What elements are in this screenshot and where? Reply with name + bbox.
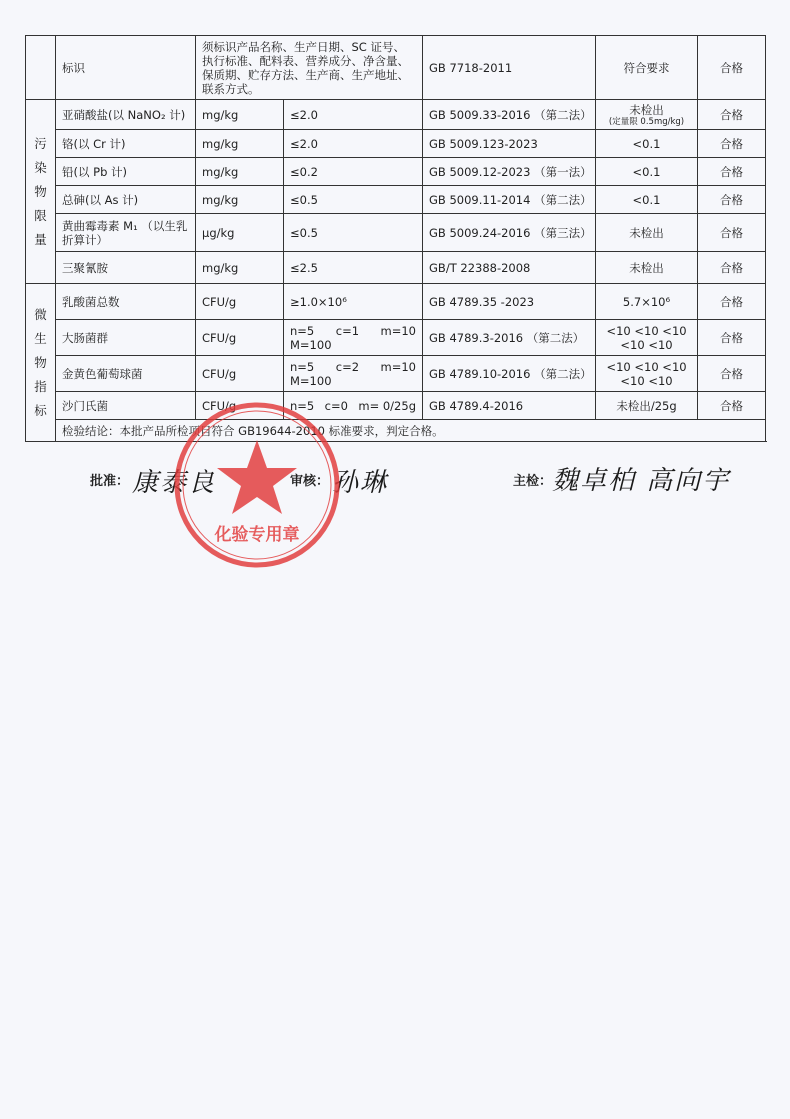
review-label: 审核： bbox=[290, 474, 330, 489]
category-char: 指 bbox=[34, 378, 47, 394]
limit: ≤2.5 bbox=[284, 252, 423, 284]
test-result: 未检出/25g bbox=[596, 392, 698, 420]
item-name: 亚硝酸盐(以 NaNO₂ 计) bbox=[56, 100, 196, 130]
verdict: 合格 bbox=[698, 392, 766, 420]
limit: ≤2.0 bbox=[284, 130, 423, 158]
limit-n: n=5 bbox=[290, 398, 315, 413]
verdict: 合格 bbox=[698, 252, 766, 284]
approve-label: 批准： bbox=[90, 474, 130, 489]
unit: CFU/g bbox=[196, 392, 284, 420]
item-name: 乳酸菌总数 bbox=[56, 284, 196, 320]
unit: μg/kg bbox=[196, 214, 284, 252]
category-char: 物 bbox=[34, 183, 47, 199]
test-result: 未检出 bbox=[596, 214, 698, 252]
item-name: 标识 bbox=[56, 36, 196, 100]
sampling-plan bbox=[290, 324, 416, 338]
item-name: 总砷(以 As 计) bbox=[56, 186, 196, 214]
table-row bbox=[26, 158, 766, 186]
test-method: GB 5009.33-2016 （第二法） bbox=[423, 100, 596, 130]
limit-n: n=5 bbox=[290, 359, 315, 374]
test-method: GB 4789.35 -2023 bbox=[423, 284, 596, 320]
unit: mg/kg bbox=[196, 130, 284, 158]
inspection-conclusion: 检验结论：本批产品所检项目符合 GB19644-2010 标准要求，判定合格。 bbox=[56, 420, 766, 442]
limit-c: c=0 bbox=[324, 398, 348, 413]
table-row bbox=[26, 420, 766, 442]
unit: CFU/g bbox=[196, 284, 284, 320]
inspection-table bbox=[25, 35, 766, 442]
test-method: GB 5009.24-2016 （第三法） bbox=[423, 214, 596, 252]
item-name: 黄曲霉毒素 M₁ （以生乳折算计） bbox=[56, 214, 196, 252]
unit: mg/kg bbox=[196, 252, 284, 284]
verdict: 合格 bbox=[698, 36, 766, 100]
verdict: 合格 bbox=[698, 356, 766, 392]
test-method: GB 5009.12-2023 （第一法） bbox=[423, 158, 596, 186]
table-row bbox=[26, 320, 766, 356]
test-result: <0.1 bbox=[596, 158, 698, 186]
approve-signature: 康泰良 bbox=[132, 468, 217, 498]
category-pollution-limit bbox=[26, 100, 56, 284]
result-value: 未检出 bbox=[629, 102, 664, 117]
seal-text: 化验专用章 bbox=[214, 525, 300, 545]
test-result bbox=[596, 356, 698, 392]
table-row bbox=[26, 392, 766, 420]
limit: ≤0.2 bbox=[284, 158, 423, 186]
inspect-signature: 魏卓柏 高向宇 bbox=[552, 466, 731, 496]
category-microbial-index bbox=[26, 284, 56, 442]
test-result bbox=[596, 320, 698, 356]
result-line: <10 <10 bbox=[620, 373, 673, 388]
unit: mg/kg bbox=[196, 100, 284, 130]
unit: mg/kg bbox=[196, 158, 284, 186]
limit: ≤2.0 bbox=[284, 100, 423, 130]
test-result: 符合要求 bbox=[596, 36, 698, 100]
result-line: <10 <10 <10 bbox=[606, 323, 687, 338]
category-cell-empty bbox=[26, 36, 56, 100]
verdict: 合格 bbox=[698, 100, 766, 130]
inspect-label: 主检： bbox=[513, 474, 553, 489]
item-name: 铬(以 Cr 计) bbox=[56, 130, 196, 158]
item-name: 金黄色葡萄球菌 bbox=[56, 356, 196, 392]
verdict: 合格 bbox=[698, 284, 766, 320]
limit-m: m=10 bbox=[380, 359, 417, 374]
sampling-plan bbox=[290, 360, 416, 374]
test-method: GB 5009.123-2023 bbox=[423, 130, 596, 158]
requirement-text: 须标识产品名称、生产日期、SC 证号、执行标准、配料表、营养成分、净含量、保质期、贮存方法、生产商、生产地址、联系方式。 bbox=[196, 36, 423, 100]
result-line: <10 <10 <10 bbox=[606, 359, 687, 374]
verdict: 合格 bbox=[698, 130, 766, 158]
unit: mg/kg bbox=[196, 186, 284, 214]
limit bbox=[284, 356, 423, 392]
test-result bbox=[596, 100, 698, 130]
verdict: 合格 bbox=[698, 186, 766, 214]
category-char: 限 bbox=[34, 207, 47, 223]
table-row bbox=[26, 130, 766, 158]
limit: ≤0.5 bbox=[284, 186, 423, 214]
test-method: GB/T 22388-2008 bbox=[423, 252, 596, 284]
category-char: 物 bbox=[34, 354, 47, 370]
test-method: GB 4789.3-2016 （第二法） bbox=[423, 320, 596, 356]
table-row bbox=[26, 252, 766, 284]
official-seal-icon bbox=[172, 400, 342, 570]
review-signature: 孙琳 bbox=[332, 468, 389, 498]
limit: ≥1.0×10⁶ bbox=[284, 284, 423, 320]
test-result: 未检出 bbox=[596, 252, 698, 284]
limit-m: m=10 bbox=[380, 323, 417, 338]
limit bbox=[284, 320, 423, 356]
item-name: 三聚氰胺 bbox=[56, 252, 196, 284]
limit-M: M=100 bbox=[290, 373, 332, 388]
category-char: 微 bbox=[34, 306, 47, 322]
unit: CFU/g bbox=[196, 320, 284, 356]
verdict: 合格 bbox=[698, 214, 766, 252]
test-result: 5.7×10⁶ bbox=[596, 284, 698, 320]
test-method: GB 4789.10-2016 （第二法） bbox=[423, 356, 596, 392]
limit-c: c=2 bbox=[335, 359, 360, 374]
limit-M: M=100 bbox=[290, 337, 332, 352]
table-row bbox=[26, 100, 766, 130]
item-name: 大肠菌群 bbox=[56, 320, 196, 356]
category-char: 污 bbox=[34, 135, 47, 151]
table-row bbox=[26, 356, 766, 392]
unit: CFU/g bbox=[196, 356, 284, 392]
category-char: 标 bbox=[34, 402, 47, 418]
table-row bbox=[26, 284, 766, 320]
test-method: GB 7718-2011 bbox=[423, 36, 596, 100]
test-result: <0.1 bbox=[596, 130, 698, 158]
limit-n: n=5 bbox=[290, 323, 315, 338]
result-line: <10 <10 bbox=[620, 337, 673, 352]
verdict: 合格 bbox=[698, 320, 766, 356]
table-row bbox=[26, 36, 766, 100]
test-result: <0.1 bbox=[596, 186, 698, 214]
limit-m: m= 0/25g bbox=[358, 398, 416, 413]
table-row bbox=[26, 214, 766, 252]
item-name: 沙门氏菌 bbox=[56, 392, 196, 420]
category-char: 量 bbox=[34, 231, 47, 247]
limit-c: c=1 bbox=[335, 323, 360, 338]
limit: ≤0.5 bbox=[284, 214, 423, 252]
test-method: GB 5009.11-2014 （第二法） bbox=[423, 186, 596, 214]
test-method: GB 4789.4-2016 bbox=[423, 392, 596, 420]
category-char: 生 bbox=[34, 330, 47, 346]
item-name: 铅(以 Pb 计) bbox=[56, 158, 196, 186]
category-char: 染 bbox=[34, 159, 47, 175]
table-row bbox=[26, 186, 766, 214]
result-note: (定量限 0.5mg/kg) bbox=[608, 116, 685, 127]
verdict: 合格 bbox=[698, 158, 766, 186]
